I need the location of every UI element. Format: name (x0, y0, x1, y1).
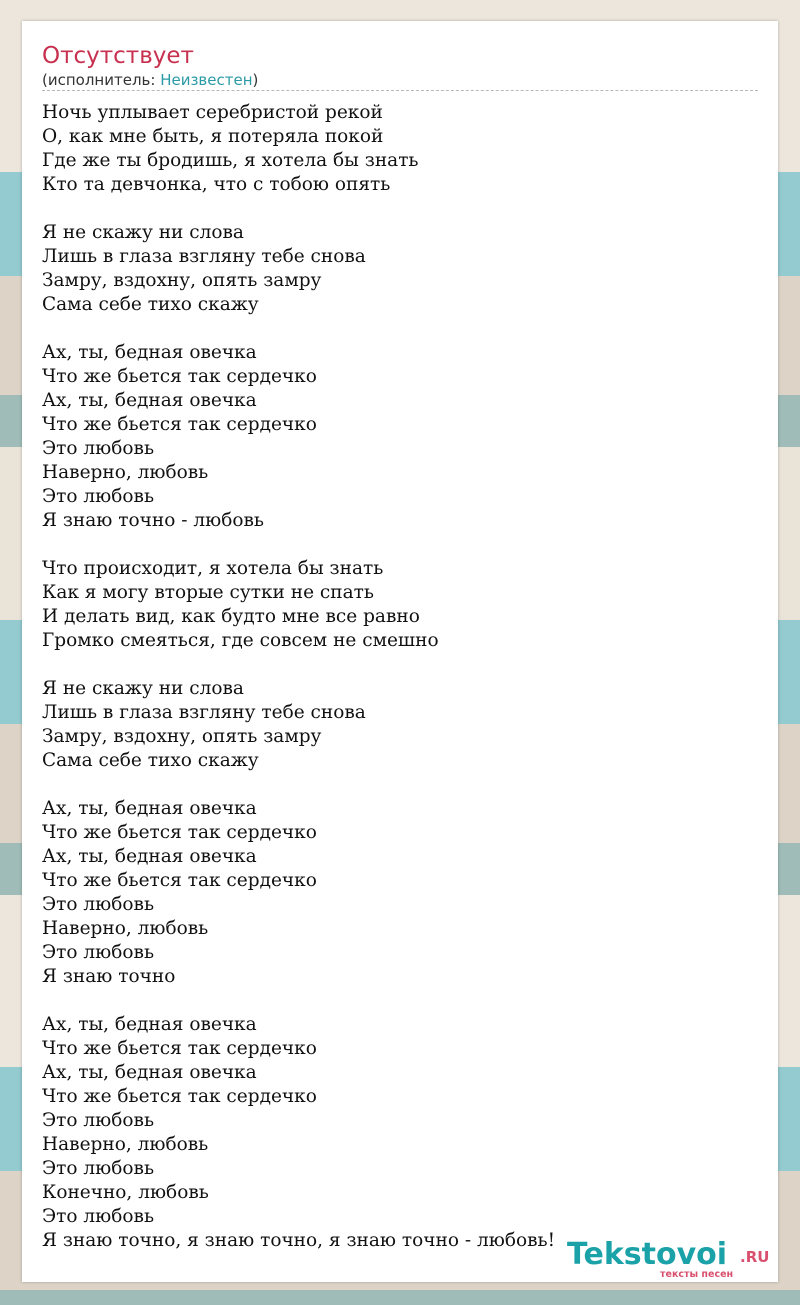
lyrics-card (22, 21, 778, 1282)
logo-tagline: тексты песен (660, 1269, 734, 1280)
artist-line (42, 70, 258, 90)
artist-suffix: ) (252, 71, 259, 89)
logo-name: Tekstovoi (567, 1237, 728, 1272)
artist-prefix: (исполнитель: (42, 71, 161, 89)
song-title: Отсутствует (42, 43, 194, 69)
logo-tld: .RU (740, 1248, 770, 1266)
site-logo[interactable] (567, 1239, 777, 1279)
divider (42, 90, 758, 91)
artist-link[interactable]: Неизвестен (160, 71, 253, 89)
lyrics-text: Ночь уплывает серебристой рекой О, как мне быть, я потеряла покой Где же ты бродишь, я хотела бы знать Кто та девчонка, что с тобою опять Я не скажу ни слова Лишь в глаза взгляну тебе снова Замру, вздохну, опять замру Сама себе тихо скажу Ах, ты, бедная овечка Что же бьется так сердечко Ах, ты, бедная овечка Что же бьется так сердечко Это любовь Наверно, любовь Это любовь Я знаю точно - любовь Что происходит, я хотела бы знать Как я могу вторые сутки не спать И делать вид, как будто мне все равно Громко смеяться, где совсем не смешно Я не скажу ни слова Лишь в глаза взгляну тебе снова Замру, вздохну, опять замру Сама себе тихо скажу Ах, ты, бедная овечка Что же бьется так сердечко Ах, ты, бедная овечка Что же бьется так сердечко Это любовь Наверно, любовь Это любовь Я знаю точно Ах, ты, бедная овечка Что же бьется так сердечко Ах, ты, бедная овечка Что же бьется так сердечко Это любовь Наверно, любовь Это любовь Конечно, любовь Это любовь Я знаю точно, я знаю точно, я знаю точно - любовь! (42, 102, 556, 1251)
